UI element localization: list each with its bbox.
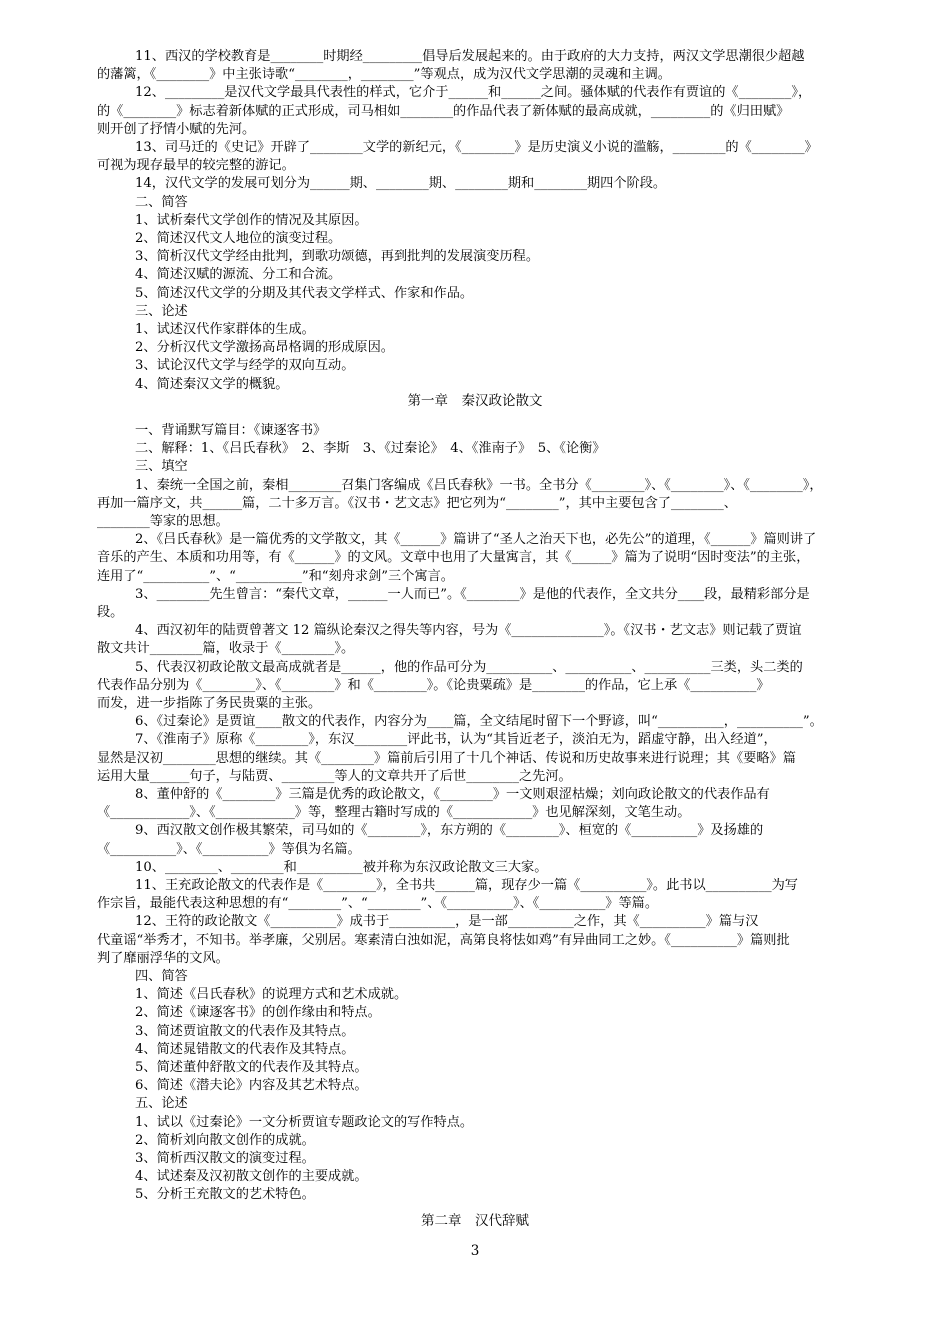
text-line: 4、简述汉赋的源流、分工和合流。 (135, 267, 342, 283)
chapter-2-title: 第二章 汉代辞赋 (421, 1213, 529, 1229)
text-line: 的藩篱，《________》中主张诗歌“________，________”等观点，成为汉代文学思潮的灵魂和主调。 (97, 67, 671, 83)
page-number: 3 (470, 1243, 480, 1259)
text-line: 代童谣“举秀才，不知书。举孝廉，父别居。寒素清白浊如泥，高第良将怯如鸡”有异曲同工之妙。《__________》篇则批 (97, 932, 790, 948)
text-line: 11、西汉的学校教育是________时期经_________倡导后发展起来的。由于政府的大力支持，两汉文学思潮很少超越 (135, 49, 805, 64)
text-line: 四、简答 (135, 969, 188, 984)
text-line: 连用了“__________”、“__________”和“刻舟求剑”三个寓言。 (97, 568, 454, 584)
text-line: 一、背诵默写篇目：《谏逐客书》 (135, 423, 327, 438)
text-line: 13、司马迁的《史记》开辟了________文学的新纪元，《________》是历史演义小说的滥觞，________的《________》 (135, 140, 818, 155)
text-line: 二、解释：1、《吕氏春秋》 2、李斯 3、《过秦论》 4、《淮南子》 5、《论衡》 (135, 441, 606, 457)
text-line: 12、王符的政论散文《__________》成书于__________，是一部__________之作，其《__________》篇与汉 (135, 914, 759, 930)
text-line: 代表作品分别为《________》、《________》和《________》。《论贵粟疏》是________的作品，它上承《__________》 (97, 677, 770, 693)
text-line: 11、王充政论散文的代表作是《________》，全书共______篇，现存少一篇《__________》。此书以__________为写 (135, 878, 798, 893)
text-line: 3、简析汉代文学经由批判，到歌功颂德，再到批判的发展演变历程。 (135, 249, 540, 265)
text-line: 段。 (97, 605, 124, 620)
text-line: 散文共计________篇，收录于《________》。 (97, 641, 355, 657)
text-line: 3、________先生曾言：“秦代文章，______一人而已”。《________》是他的代表作，全文共分____段，最精彩部分是 (135, 586, 810, 602)
text-line: 4、西汉初年的陆贾曾著文 12 篇纵论秦汉之得失等内容，号为《______________》。《汉书・艺文志》则记载了贾谊 (135, 623, 802, 639)
text-line: 二、简答 (135, 194, 188, 210)
text-line: 4、简述秦汉文学的概貌。 (135, 376, 289, 392)
text-line: 5、代表汉初政论散文最高成就者是______，他的作品可分为__________、__________、__________三类，头二类的 (135, 659, 803, 675)
text-line: 6、简述《潜夫论》内容及其艺术特点。 (135, 1078, 368, 1094)
text-line: 判了靡丽浮华的文风。 (97, 950, 229, 966)
text-line: 三、论述 (135, 303, 188, 319)
text-line: 音乐的产生、本质和功用等，有《______》的文风。文章中也用了大量寓言，其《______》篇为了说明“因时变法”的主张， (97, 550, 810, 566)
text-line: 6、《过秦论》是贾谊____散文的代表作，内容分为____篇，全文结尾时留下一个野谚，叫“__________，__________”。 (135, 714, 823, 730)
text-line: 《____________》、《____________》等，整理古籍时写成的《____________》也见解深刻，文笔生动。 (97, 805, 691, 821)
text-line: 再加一篇序文，共______篇，二十多万言。《汉书・艺文志》把它列为“________”，其中主要包含了________、 (97, 495, 737, 511)
text-line: 3、简析西汉散文的演变过程。 (135, 1151, 315, 1166)
text-line: 5、简述汉代文学的分期及其代表文学样式、作家和作品。 (135, 285, 474, 301)
text-line: 则开创了抒情小赋的先河。 (97, 121, 256, 137)
text-line: ________等家的思想。 (97, 514, 229, 529)
text-line: 五、论述 (135, 1096, 188, 1112)
text-line: 10、________、________和__________被并称为东汉政论散文三大家。 (135, 859, 548, 875)
text-line: 的《________》标志着新体赋的正式形成，司马相如________的作品代表了新体赋的最高成就，_________的《归田赋》 (97, 103, 790, 119)
text-line: 《__________》、《__________》等俱为名篇。 (97, 841, 361, 857)
text-line: 而发，进一步指陈了务民贵粟的主张。 (97, 696, 322, 711)
chapter-1-title: 第一章 秦汉政论散文 (407, 393, 543, 409)
text-line: 4、简述晁错散文的代表作及其特点。 (135, 1041, 355, 1057)
text-line: 14，汉代文学的发展可划分为______期、________期、________期和________期四个阶段。 (135, 176, 667, 192)
text-line: 运用大量______句子，与陆贾、________等人的文章共开了后世________之先河。 (97, 768, 572, 784)
text-line: 1、试以《过秦论》一文分析贾谊专题政论文的写作特点。 (135, 1114, 474, 1130)
text-line: 9、西汉散文创作极其繁荣，司马如的《________》，东方朔的《________》、桓宽的《__________》及扬雄的 (135, 823, 764, 839)
text-line: 可视为现存最早的较完整的游记。 (97, 158, 295, 174)
text-line: 作宗旨，最能代表这种思想的有“________”、“________”、《__________》、《__________》等篇。 (97, 896, 659, 912)
text-line: 三、填空 (135, 459, 188, 475)
text-line: 12、_________是汉代文学最具代表性的样式，它介于______和______之间。骚体赋的代表作有贾谊的《________》， (135, 85, 812, 101)
text-line: 1、简述《吕氏春秋》的说理方式和艺术成就。 (135, 987, 408, 1003)
text-line: 5、简述董仲舒散文的代表作及其特点。 (135, 1060, 368, 1075)
text-line: 2、《吕氏春秋》是一篇优秀的文学散文，其《______》篇讲了“圣人之治天下也，必先公”的道理，《______》篇则讲了 (135, 532, 817, 548)
text-line: 4、试述秦及汉初散文创作的主要成就。 (135, 1169, 368, 1185)
text-line: 1、试析秦代文学创作的情况及其原因。 (135, 212, 368, 228)
text-line: 5、分析王充散文的艺术特色。 (135, 1187, 315, 1203)
text-line: 1、秦统一全国之前，秦相________召集门客编成《吕氏春秋》一书。全书分《________》、《________》、《________》， (135, 477, 823, 493)
text-line: 3、简述贾谊散文的代表作及其特点。 (135, 1023, 355, 1039)
text-line: 2、简述汉代文人地位的演变过程。 (135, 231, 342, 246)
text-line: 7、《淮南子》原称《________》，东汉________评此书，认为“其旨近老子，淡泊无为，蹈虚守静，出入经道”， (135, 732, 777, 748)
text-line: 1、试述汉代作家群体的生成。 (135, 322, 315, 337)
text-line: 8、董仲舒的《________》三篇是优秀的政论散文，《________》一文则艰涩枯燥；刘向政论散文的代表作品有 (135, 787, 770, 802)
text-line: 3、试论汉代文学与经学的双向互动。 (135, 358, 355, 374)
text-line: 2、简述《谏逐客书》的创作缘由和特点。 (135, 1005, 381, 1021)
text-line: 2、分析汉代文学激扬高昂格调的形成原因。 (135, 340, 394, 356)
text-line: 2、简析刘向散文创作的成就。 (135, 1132, 315, 1148)
text-line: 显然是汉初________思想的继续。其《________》篇前后引用了十几个神话、传说和历史故事来进行说理；其《要略》篇 (97, 750, 796, 766)
